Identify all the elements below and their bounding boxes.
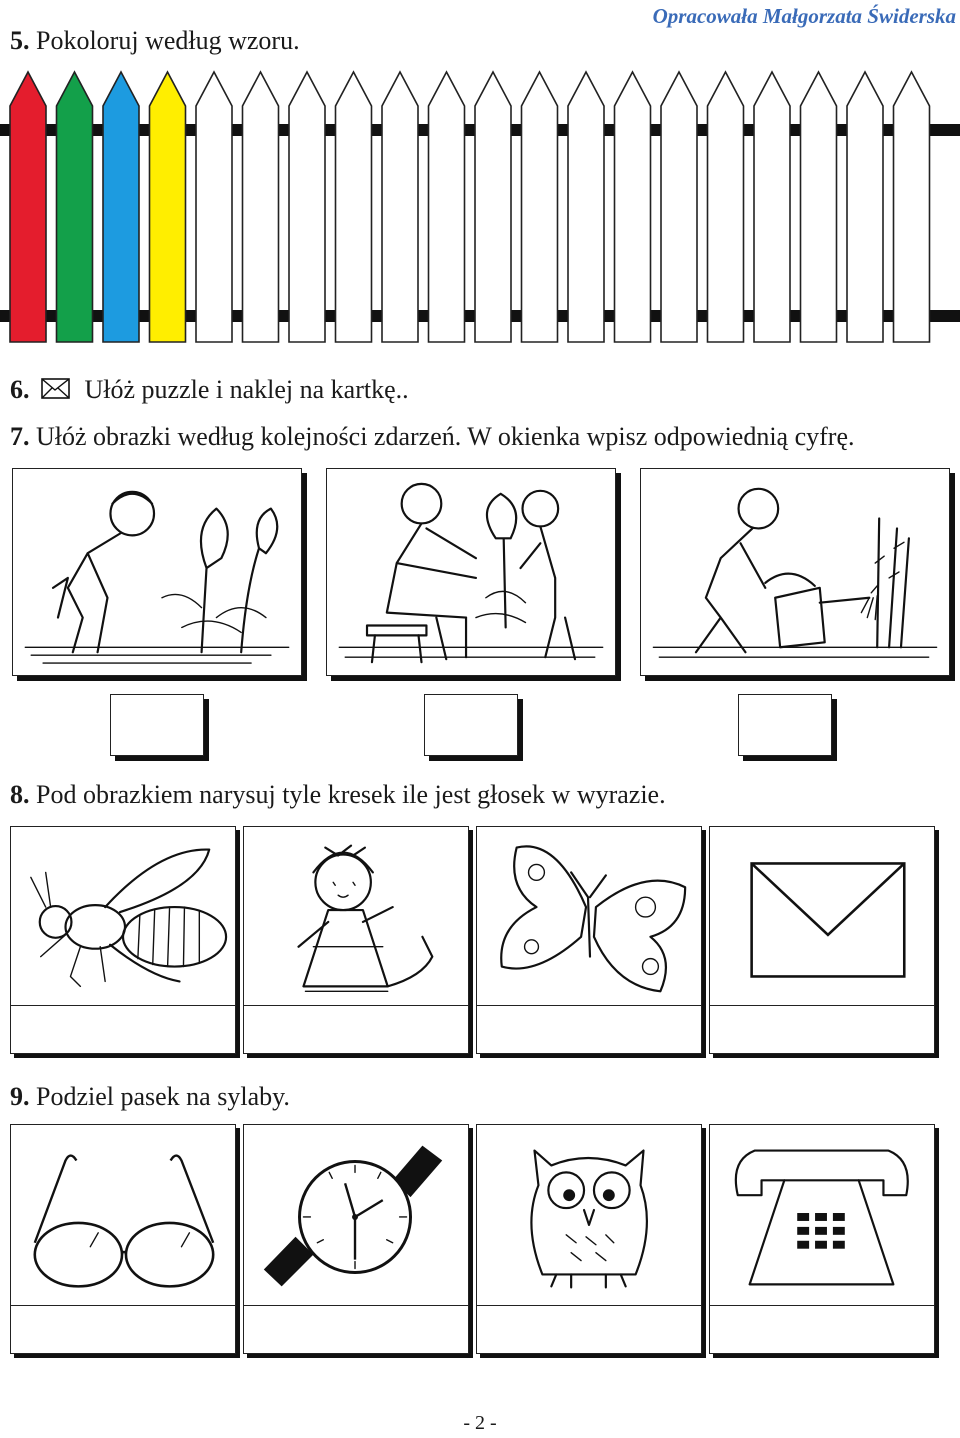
fence-plank-blank[interactable]	[754, 72, 790, 342]
task5-text: Pokoloruj według wzoru.	[36, 26, 300, 55]
doll-icon	[244, 827, 468, 1005]
fence-plank-blank[interactable]	[475, 72, 511, 342]
fence-plank-blank[interactable]	[801, 72, 837, 342]
glasses-icon	[11, 1125, 235, 1305]
phoneme-cell-bee	[10, 826, 236, 1054]
fence-plank-pattern	[10, 72, 46, 342]
syllable-cell-owl	[476, 1124, 702, 1354]
task9-heading	[10, 1082, 290, 1112]
telephone-icon	[710, 1125, 934, 1305]
phoneme-cell-doll	[243, 826, 469, 1054]
syllable-cell-glasses	[10, 1124, 236, 1354]
boy-watering-plant	[641, 469, 949, 675]
phoneme-cell-butterfly	[476, 826, 702, 1054]
task7-heading	[10, 422, 855, 452]
task5-number: 5.	[10, 26, 30, 55]
fence-plank-blank[interactable]	[568, 72, 604, 342]
fence-plank-blank[interactable]	[196, 72, 232, 342]
scissors-icon	[40, 377, 72, 401]
task9-number: 9.	[10, 1082, 30, 1111]
task6-text: Ułóż puzzle i naklej na kartkę..	[84, 375, 409, 404]
fence-plank-blank[interactable]	[615, 72, 651, 342]
fence-illustration	[0, 66, 960, 348]
task9-text: Podziel pasek na sylaby.	[36, 1082, 290, 1111]
fence-plank-blank[interactable]	[382, 72, 418, 342]
task8-heading	[10, 780, 666, 810]
girl-and-boy-with-rose	[327, 469, 615, 675]
butterfly-icon	[477, 827, 701, 1005]
fence-plank-blank[interactable]	[522, 72, 558, 342]
story-picture-3	[640, 468, 950, 676]
order-answer-box-1[interactable]	[110, 694, 204, 756]
task8-number: 8.	[10, 780, 30, 809]
task7-text: Ułóż obrazki według kolejności zdarzeń. W okienka wpisz odpowiednią cyfrę.	[36, 422, 855, 451]
phoneme-cell-envelope	[709, 826, 935, 1054]
syllable-cell-telephone	[709, 1124, 935, 1354]
story-picture-2	[326, 468, 616, 676]
fence-plank-blank[interactable]	[243, 72, 279, 342]
fence-plank-pattern	[103, 72, 139, 342]
order-answer-box-2[interactable]	[424, 694, 518, 756]
story-picture-1	[12, 468, 302, 676]
syllable-cell-watch	[243, 1124, 469, 1354]
fence-plank-blank[interactable]	[336, 72, 372, 342]
fence-plank-blank[interactable]	[289, 72, 325, 342]
envelope-icon	[710, 827, 934, 1005]
task6-number: 6.	[10, 375, 30, 404]
task7-number: 7.	[10, 422, 30, 451]
boy-looking-at-roses	[13, 469, 301, 675]
fence-plank-pattern	[57, 72, 93, 342]
task6-heading	[10, 375, 409, 405]
watch-icon	[244, 1125, 468, 1305]
fence-plank-blank[interactable]	[708, 72, 744, 342]
fence-plank-blank[interactable]	[847, 72, 883, 342]
fence-plank-blank[interactable]	[894, 72, 930, 342]
order-answer-box-3[interactable]	[738, 694, 832, 756]
fence-plank-pattern	[150, 72, 186, 342]
fence-plank-blank[interactable]	[429, 72, 465, 342]
task5-heading	[10, 26, 300, 56]
page-number: - 2 -	[463, 1412, 497, 1434]
owl-icon	[477, 1125, 701, 1305]
fence-plank-blank[interactable]	[661, 72, 697, 342]
author-credit: Opracowała Małgorzata Świderska	[652, 4, 956, 28]
task8-text: Pod obrazkiem narysuj tyle kresek ile jest głosek w wyrazie.	[36, 780, 666, 809]
bee-icon	[11, 827, 235, 1005]
